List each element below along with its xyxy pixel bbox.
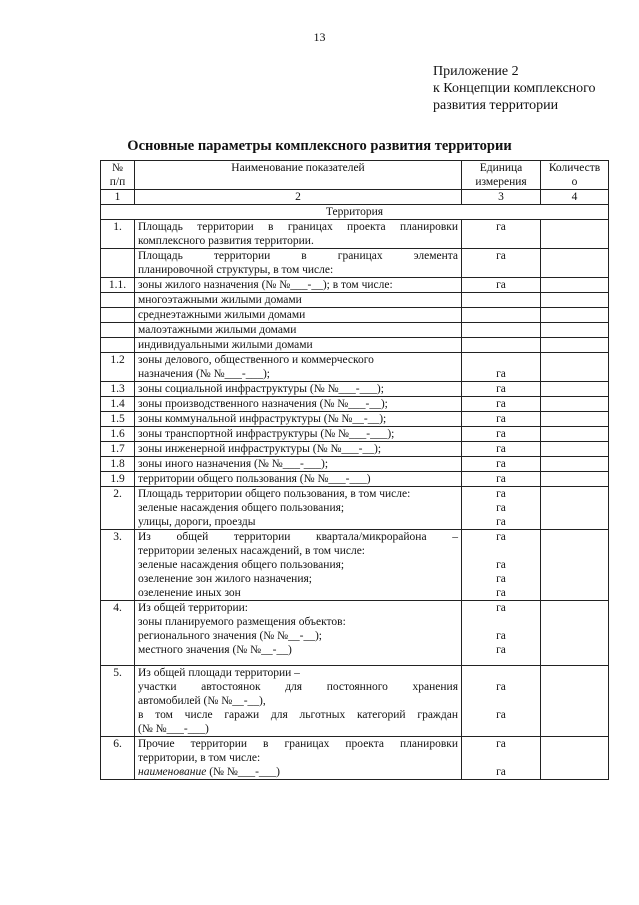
row-indicator bbox=[135, 412, 462, 427]
table-row bbox=[101, 249, 609, 278]
row-number: 2. bbox=[101, 487, 135, 530]
column-index: 2 bbox=[135, 190, 462, 205]
table-row bbox=[101, 737, 609, 780]
unit-value: га bbox=[496, 709, 506, 721]
table-row bbox=[101, 293, 609, 308]
row-unit bbox=[462, 278, 541, 293]
row-number bbox=[101, 308, 135, 323]
indicator-line: в том числе гаражи для льготных категорий граждан bbox=[138, 709, 458, 721]
row-indicator bbox=[135, 382, 462, 397]
indicator-line: зоны инженерной инфраструктуры (№ №___-__); bbox=[138, 443, 382, 455]
appendix-note bbox=[433, 63, 596, 114]
column-index: 4 bbox=[541, 190, 609, 205]
unit-value: га bbox=[496, 587, 506, 599]
indicator-line: территории общего пользования (№ №___-___) bbox=[138, 473, 371, 485]
row-unit bbox=[462, 308, 541, 323]
table-row bbox=[101, 397, 609, 412]
row-quantity bbox=[541, 601, 609, 666]
unit-value bbox=[465, 694, 537, 708]
table-row bbox=[101, 666, 609, 737]
row-number: 1.5 bbox=[101, 412, 135, 427]
row-unit bbox=[462, 249, 541, 278]
unit-value: га bbox=[496, 368, 506, 380]
header-name bbox=[135, 161, 462, 190]
parameters-table bbox=[100, 160, 609, 780]
row-quantity bbox=[541, 249, 609, 278]
indicator-line: улицы, дороги, проезды bbox=[138, 516, 256, 528]
row-indicator bbox=[135, 442, 462, 457]
row-indicator bbox=[135, 601, 462, 666]
header-text: измерения bbox=[475, 176, 527, 188]
row-quantity bbox=[541, 442, 609, 457]
indicator-line: зоны транспортной инфраструктуры (№ №___-___); bbox=[138, 428, 395, 440]
row-indicator bbox=[135, 487, 462, 530]
unit-value: га bbox=[496, 488, 506, 500]
row-unit bbox=[462, 666, 541, 737]
row-indicator bbox=[135, 472, 462, 487]
column-index: 1 bbox=[101, 190, 135, 205]
header-unit bbox=[462, 161, 541, 190]
row-quantity bbox=[541, 737, 609, 780]
row-number: 1.8 bbox=[101, 457, 135, 472]
row-number: 1.3 bbox=[101, 382, 135, 397]
row-unit bbox=[462, 220, 541, 249]
row-indicator bbox=[135, 427, 462, 442]
row-quantity bbox=[541, 530, 609, 601]
row-number: 1.6 bbox=[101, 427, 135, 442]
column-index-row bbox=[101, 190, 609, 205]
indicator-line: индивидуальными жилыми домами bbox=[138, 339, 313, 351]
document-title: Основные параметры комплексного развития территории bbox=[127, 138, 512, 154]
row-quantity bbox=[541, 412, 609, 427]
row-quantity bbox=[541, 397, 609, 412]
unit-value: га bbox=[496, 559, 506, 571]
table-row bbox=[101, 323, 609, 338]
unit-value: га bbox=[496, 630, 506, 642]
unit-value bbox=[465, 615, 537, 629]
indicator-line: многоэтажными жилыми домами bbox=[138, 294, 302, 306]
row-indicator bbox=[135, 457, 462, 472]
section-row bbox=[101, 205, 609, 220]
unit-value: га bbox=[496, 458, 506, 470]
header-text: Единица bbox=[479, 162, 523, 174]
row-number bbox=[101, 338, 135, 353]
table-row bbox=[101, 427, 609, 442]
indicator-line: комплексного развития территории. bbox=[138, 235, 314, 247]
unit-value: га bbox=[496, 573, 506, 585]
unit-value bbox=[465, 353, 537, 367]
row-indicator bbox=[135, 323, 462, 338]
row-unit bbox=[462, 442, 541, 457]
indicator-line: Площадь территории в границах элемента bbox=[138, 250, 458, 262]
row-quantity bbox=[541, 308, 609, 323]
unit-value: га bbox=[496, 681, 506, 693]
unit-value: га bbox=[496, 413, 506, 425]
row-unit bbox=[462, 737, 541, 780]
unit-value: га bbox=[496, 473, 506, 485]
row-unit bbox=[462, 601, 541, 666]
row-quantity bbox=[541, 278, 609, 293]
row-number: 1.7 bbox=[101, 442, 135, 457]
row-quantity bbox=[541, 487, 609, 530]
appendix-line: к Концепции комплексного bbox=[433, 81, 596, 96]
unit-value: га bbox=[496, 250, 506, 262]
table-row bbox=[101, 457, 609, 472]
unit-value: га bbox=[496, 531, 506, 543]
row-indicator bbox=[135, 249, 462, 278]
indicator-line: назначения (№ №___-___); bbox=[138, 368, 270, 380]
row-quantity bbox=[541, 666, 609, 737]
row-number: 1.4 bbox=[101, 397, 135, 412]
row-indicator bbox=[135, 293, 462, 308]
table-row bbox=[101, 278, 609, 293]
header-text: Количеств bbox=[548, 162, 601, 174]
table-row bbox=[101, 338, 609, 353]
row-indicator bbox=[135, 666, 462, 737]
table-row bbox=[101, 601, 609, 666]
section-title: Территория bbox=[101, 205, 609, 220]
indicator-line: территории зеленых насаждений, в том числе: bbox=[138, 545, 366, 557]
row-number bbox=[101, 293, 135, 308]
row-unit bbox=[462, 412, 541, 427]
table-row bbox=[101, 472, 609, 487]
unit-value: га bbox=[496, 398, 506, 410]
indicator-line: зоны жилого назначения (№ №___-__); в том числе: bbox=[138, 279, 393, 291]
row-quantity bbox=[541, 457, 609, 472]
table-row bbox=[101, 353, 609, 382]
column-index: 3 bbox=[462, 190, 541, 205]
indicator-line: Прочие территории в границах проекта планировки bbox=[138, 738, 458, 750]
row-number: 5. bbox=[101, 666, 135, 737]
indicator-line: зоны иного назначения (№ №___-___); bbox=[138, 458, 329, 470]
unit-value: га bbox=[496, 383, 506, 395]
row-quantity bbox=[541, 323, 609, 338]
row-spacer bbox=[138, 657, 458, 665]
table-row bbox=[101, 220, 609, 249]
header-text: о bbox=[571, 176, 578, 188]
unit-value: га bbox=[496, 602, 506, 614]
indicator-line: зеленые насаждения общего пользования; bbox=[138, 502, 345, 514]
page-number: 13 bbox=[313, 30, 326, 44]
indicator-line: зоны производственного назначения (№ №___-__); bbox=[138, 398, 388, 410]
indicator-line: среднеэтажными жилыми домами bbox=[138, 309, 306, 321]
unit-value bbox=[465, 666, 537, 680]
indicator-line: зоны делового, общественного и коммерческого bbox=[138, 354, 374, 366]
indicator-line: местного значения (№ №__-__) bbox=[138, 644, 292, 656]
row-unit bbox=[462, 427, 541, 442]
header-text: п/п bbox=[109, 176, 126, 188]
indicator-line: Площадь территории в границах проекта планировки bbox=[138, 221, 458, 233]
row-quantity bbox=[541, 427, 609, 442]
row-unit bbox=[462, 397, 541, 412]
row-unit bbox=[462, 382, 541, 397]
row-number: 1.2 bbox=[101, 353, 135, 382]
row-indicator bbox=[135, 353, 462, 382]
appendix-line: развития территории bbox=[433, 98, 559, 113]
indicator-line: Из общей территории: bbox=[138, 602, 248, 614]
unit-value: га bbox=[496, 516, 506, 528]
indicator-line: планировочной структуры, в том числе: bbox=[138, 264, 334, 276]
unit-value: га bbox=[496, 221, 506, 233]
unit-value bbox=[465, 751, 537, 765]
row-indicator bbox=[135, 220, 462, 249]
header-qty bbox=[541, 161, 609, 190]
table-row bbox=[101, 308, 609, 323]
unit-value: га bbox=[496, 443, 506, 455]
table-row bbox=[101, 487, 609, 530]
header-text: Наименование показателей bbox=[231, 162, 365, 174]
row-quantity bbox=[541, 472, 609, 487]
header-num bbox=[101, 161, 135, 190]
header-text: № bbox=[112, 162, 123, 174]
row-number bbox=[101, 323, 135, 338]
table-row bbox=[101, 382, 609, 397]
indicator-line: наименование (№ №___-___) bbox=[138, 766, 281, 778]
row-number: 1.9 bbox=[101, 472, 135, 487]
row-unit bbox=[462, 293, 541, 308]
appendix-line: Приложение 2 bbox=[433, 64, 519, 79]
unit-value bbox=[465, 722, 537, 736]
table-row bbox=[101, 530, 609, 601]
row-number: 4. bbox=[101, 601, 135, 666]
row-quantity bbox=[541, 353, 609, 382]
unit-value: га bbox=[496, 279, 506, 291]
indicator-line: Площадь территории общего пользования, в том числе: bbox=[138, 488, 411, 500]
row-number: 1.1. bbox=[101, 278, 135, 293]
table-body bbox=[101, 220, 609, 780]
unit-value bbox=[465, 544, 537, 558]
row-number: 3. bbox=[101, 530, 135, 601]
row-indicator bbox=[135, 308, 462, 323]
indicator-line: зоны социальной инфраструктуры (№ №___-___); bbox=[138, 383, 384, 395]
row-number: 6. bbox=[101, 737, 135, 780]
unit-value: га bbox=[496, 766, 506, 778]
row-indicator bbox=[135, 737, 462, 780]
row-indicator bbox=[135, 278, 462, 293]
unit-value: га bbox=[496, 738, 506, 750]
table-row bbox=[101, 442, 609, 457]
table-header-row bbox=[101, 161, 609, 190]
indicator-line: (№ №___-___) bbox=[138, 723, 209, 735]
unit-value: га bbox=[496, 428, 506, 440]
row-indicator bbox=[135, 338, 462, 353]
row-indicator bbox=[135, 397, 462, 412]
row-unit bbox=[462, 457, 541, 472]
indicator-line: Из общей площади территории – bbox=[138, 667, 300, 679]
unit-value: га bbox=[496, 502, 506, 514]
row-unit bbox=[462, 323, 541, 338]
row-unit bbox=[462, 353, 541, 382]
indicator-line: Из общей территории квартала/микрорайона – bbox=[138, 531, 458, 543]
row-unit bbox=[462, 487, 541, 530]
indicator-line: участки автостоянок для постоянного хранения bbox=[138, 681, 458, 693]
row-quantity bbox=[541, 293, 609, 308]
indicator-line: автомобилей (№ №__-__), bbox=[138, 695, 266, 707]
indicator-line: территории, в том числе: bbox=[138, 752, 261, 764]
indicator-line: зеленые насаждения общего пользования; bbox=[138, 559, 345, 571]
row-quantity bbox=[541, 220, 609, 249]
table-row bbox=[101, 412, 609, 427]
row-unit bbox=[462, 338, 541, 353]
indicator-line: зоны планируемого размещения объектов: bbox=[138, 616, 346, 628]
row-quantity bbox=[541, 382, 609, 397]
row-quantity bbox=[541, 338, 609, 353]
row-unit bbox=[462, 530, 541, 601]
indicator-line: регионального значения (№ №__-__); bbox=[138, 630, 322, 642]
indicator-line: малоэтажными жилыми домами bbox=[138, 324, 297, 336]
indicator-line: зоны коммунальной инфраструктуры (№ №__-__); bbox=[138, 413, 387, 425]
row-number bbox=[101, 249, 135, 278]
indicator-line: озеленение зон жилого назначения; bbox=[138, 573, 312, 585]
italic-word: наименование bbox=[138, 766, 207, 778]
row-unit bbox=[462, 472, 541, 487]
row-number: 1. bbox=[101, 220, 135, 249]
row-indicator bbox=[135, 530, 462, 601]
indicator-line: озеленение иных зон bbox=[138, 587, 241, 599]
unit-value: га bbox=[496, 644, 506, 656]
